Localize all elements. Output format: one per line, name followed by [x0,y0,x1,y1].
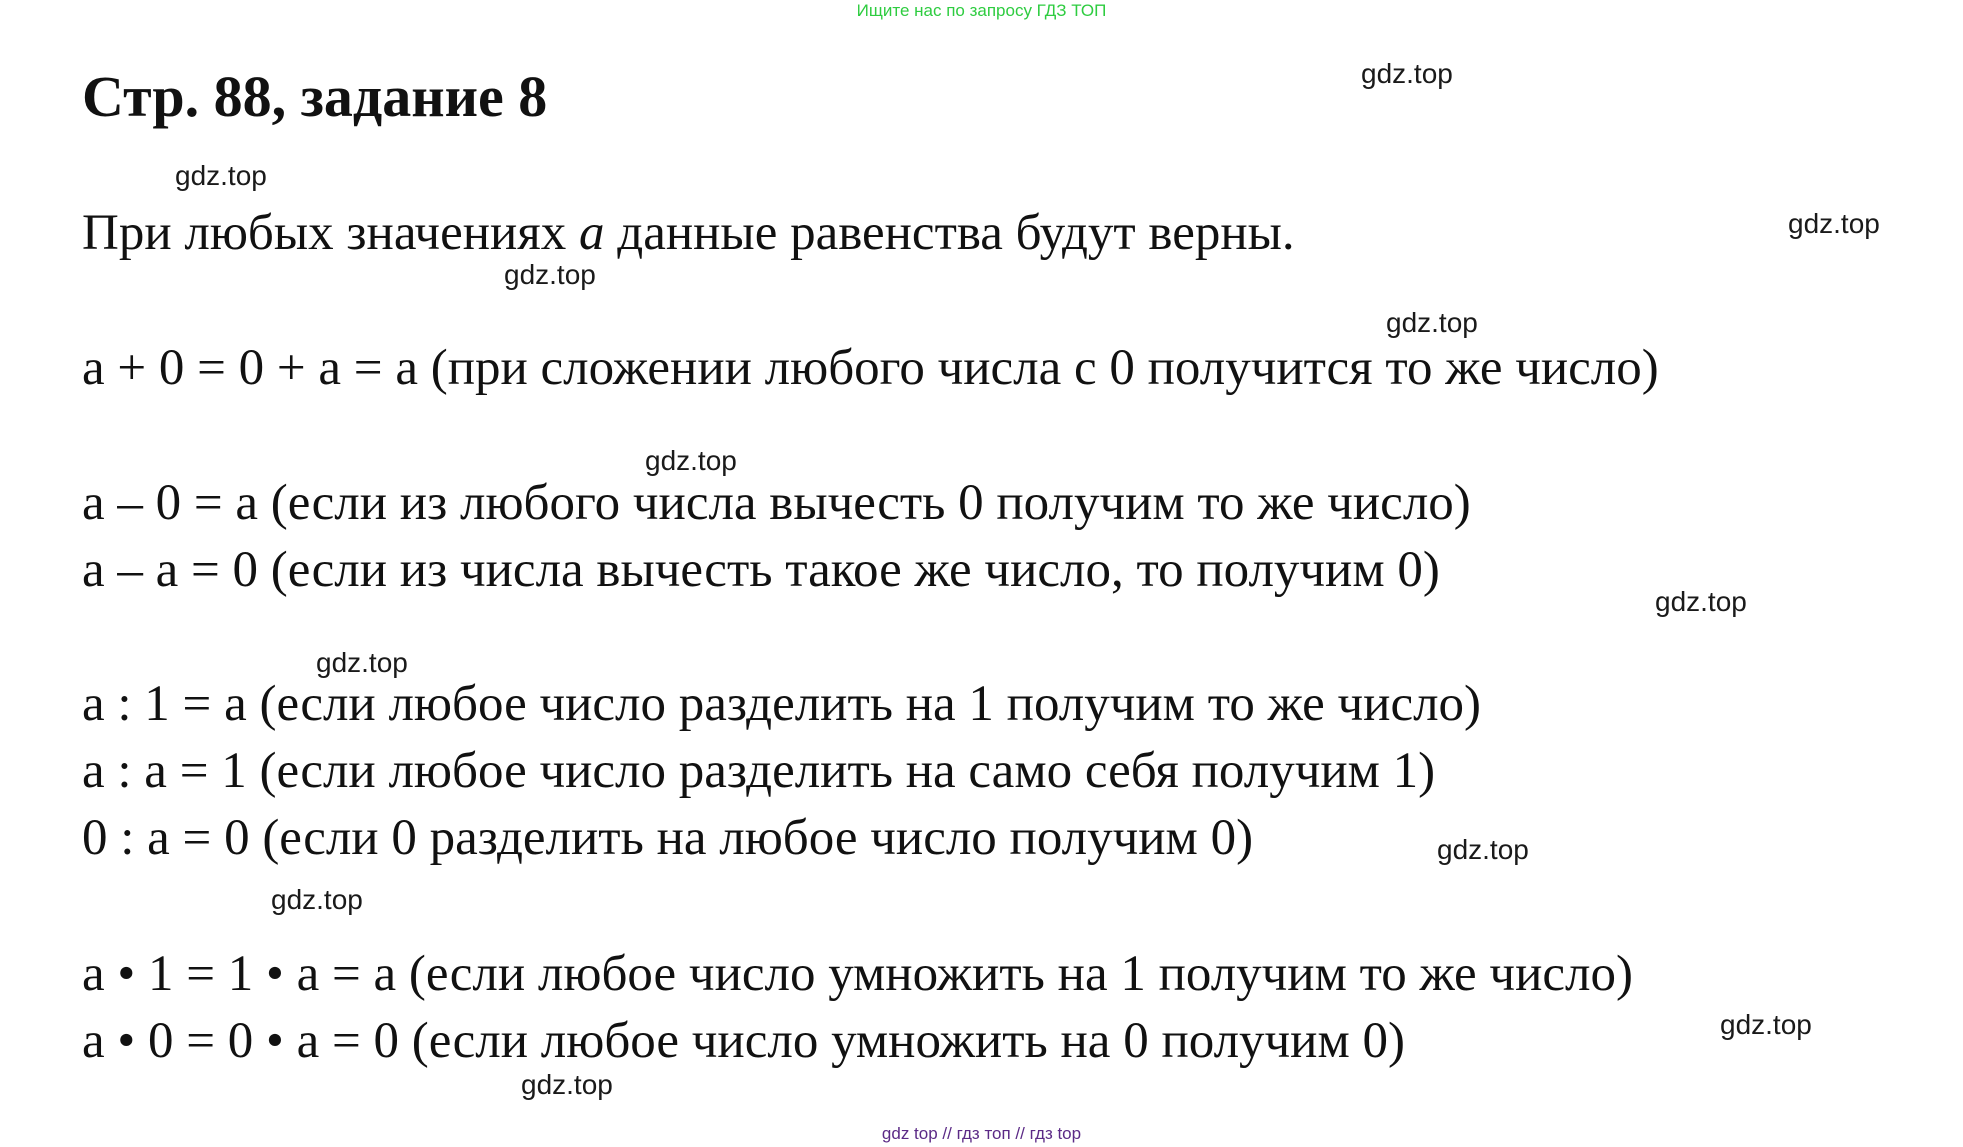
intro-text-after: данные равенства будут верны. [604,205,1295,261]
equality-multiply-by-zero: a • 0 = 0 • a = 0 (если любое число умножить на 0 получим 0) [82,1013,1405,1069]
watermark: gdz.top [521,1069,613,1100]
watermark: gdz.top [1386,307,1478,338]
equality-subtract-zero: a – 0 = a (если из любого числа вычесть 0 получим то же число) [82,475,1471,531]
watermark: gdz.top [1655,586,1747,617]
equality-divide-by-one: a : 1 = a (если любое число разделить на 1 получим то же число) [82,676,1482,732]
watermark: gdz.top [1788,208,1880,239]
footer-links[interactable]: gdz top // гдз топ // гдз top [881,1124,1082,1143]
watermark: gdz.top [1361,58,1453,89]
watermark: gdz.top [271,884,363,915]
equality-divide-by-self: a : a = 1 (если любое число разделить на само себя получим 1) [82,743,1436,799]
equality-multiply-by-one: a • 1 = 1 • a = a (если любое число умножить на 1 получим то же число) [82,946,1633,1002]
intro-text-before: При любых значениях [82,205,580,261]
page-title: Стр. 88, задание 8 [82,64,548,129]
watermark: gdz.top [316,647,408,678]
intro-text [82,203,1295,263]
watermark: gdz.top [504,259,596,290]
watermark: gdz.top [1437,834,1529,865]
watermark: gdz.top [645,445,737,476]
top-banner: Ищите нас по запросу ГДЗ ТОП [856,1,1107,20]
watermark: gdz.top [1720,1009,1812,1040]
equality-addition-zero: a + 0 = 0 + a = a (при сложении любого числа с 0 получится то же число) [82,340,1659,396]
equality-zero-divided: 0 : a = 0 (если 0 разделить на любое число получим 0) [82,810,1254,866]
intro-variable: a [579,205,605,261]
watermark: gdz.top [175,160,267,191]
equality-subtract-self: a – a = 0 (если из числа вычесть такое же число, то получим 0) [82,542,1440,598]
